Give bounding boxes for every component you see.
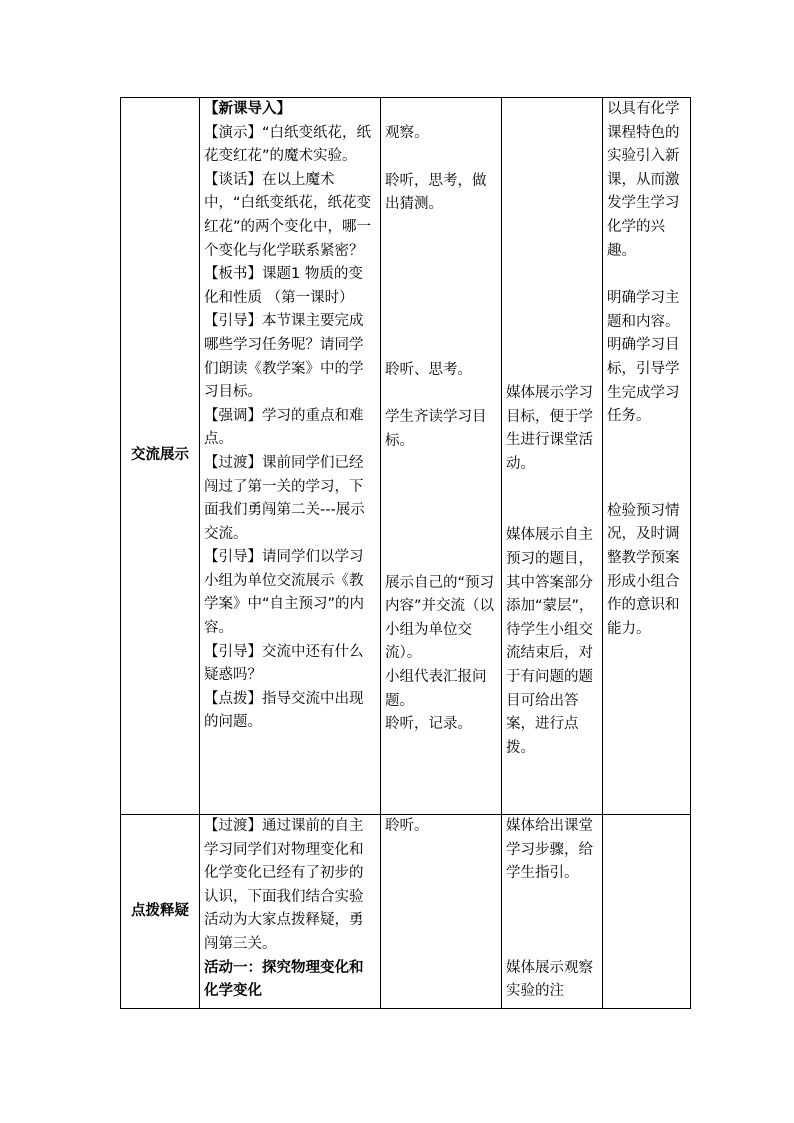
teacher-line: 【点拨】指导交流中出现的问题。 <box>204 690 364 731</box>
teacher-line: 【过渡】课前同学们已经闯过了第一关的学习，下面我们勇闯第二关---展示交流。 <box>204 454 365 542</box>
student-line: 展示自己的“预习内容”并交流（以小组为单位交流）。 <box>385 574 495 662</box>
media-line: 媒体展示学习目标，便于学生进行课堂活动。 <box>506 385 593 472</box>
teacher-activity-cell <box>200 815 381 1009</box>
intent-line: 明确学习目标，引导学生完成学习任务。 <box>607 337 680 425</box>
teacher-line: 【强调】学习的重点和难点。 <box>204 407 364 448</box>
teacher-line: 【过渡】通过课前的自主学习同学们对物理变化和化学变化已经有了初步的认识，下面我们结合实验活动为大家点拨释疑，勇闯第三关。 <box>204 818 364 952</box>
media-line: 媒体给出课堂学习步骤，给学生指引。 <box>506 818 593 882</box>
design-intent-cell <box>603 98 691 815</box>
student-activity-cell <box>381 815 502 1009</box>
teacher-activity-cell <box>200 98 381 815</box>
student-line: 聆听。 <box>385 818 429 834</box>
media-cell <box>502 815 603 1009</box>
teacher-line: 【谈话】在以上魔术中，“白纸变纸花，纸花变红花”的两个变化中，哪一个变化与化学联系紧密？ <box>204 171 372 259</box>
intent-line: 检验预习情况，及时调整教学预案形成小组合作的意识和能力。 <box>607 502 680 637</box>
design-intent-cell <box>603 815 691 1009</box>
media-line: 媒体展示自主预习的题目，其中答案部分添加“蒙层”，待学生小组交流结束后，对于有问题的题目可给出答案，进行点拨。 <box>506 527 594 756</box>
student-line: 聆听，记录。 <box>385 716 472 733</box>
media-cell <box>502 98 603 815</box>
student-line: 聆听，思考，做出猜测。 <box>385 172 487 213</box>
teacher-line: 【新课导入】 <box>204 101 291 117</box>
student-activity-cell <box>381 98 502 815</box>
stage-cell: 点拨释疑 <box>121 815 200 1009</box>
intent-line: 明确学习主题和内容。 <box>607 290 680 330</box>
lesson-plan-table <box>120 97 691 1009</box>
student-line: 聆听、思考。 <box>385 361 472 378</box>
teacher-line: 【引导】本节课主要完成哪些学习任务呢？请同学们朗读《教学案》中的学习目标。 <box>204 313 364 401</box>
teacher-line: 活动一：探究物理变化和化学变化 <box>204 959 364 1000</box>
table-row <box>121 815 691 1009</box>
student-line: 观察。 <box>385 125 429 141</box>
student-line: 学生齐读学习目标。 <box>385 409 487 449</box>
stage-cell: 交流展示 <box>121 98 200 815</box>
teacher-line: 【演示】“白纸变纸花，纸花变红花”的魔术实验。 <box>204 124 372 165</box>
media-line: 媒体展示观察实验的注 <box>506 959 593 1000</box>
teacher-line: 【引导】交流中还有什么疑惑吗？ <box>204 643 364 684</box>
teacher-line: 【板书】课题1 物质的变化和性质 （第一课时） <box>204 266 363 306</box>
student-line: 小组代表汇报问题。 <box>385 668 487 709</box>
teacher-line: 【引导】请同学们以学习小组为单位交流展示《教学案》中“自主预习”的内容。 <box>204 549 365 637</box>
intent-line: 以具有化学课程特色的实验引入新课，从而激发学生学习化学的兴趣。 <box>607 101 680 259</box>
table-row <box>121 98 691 815</box>
